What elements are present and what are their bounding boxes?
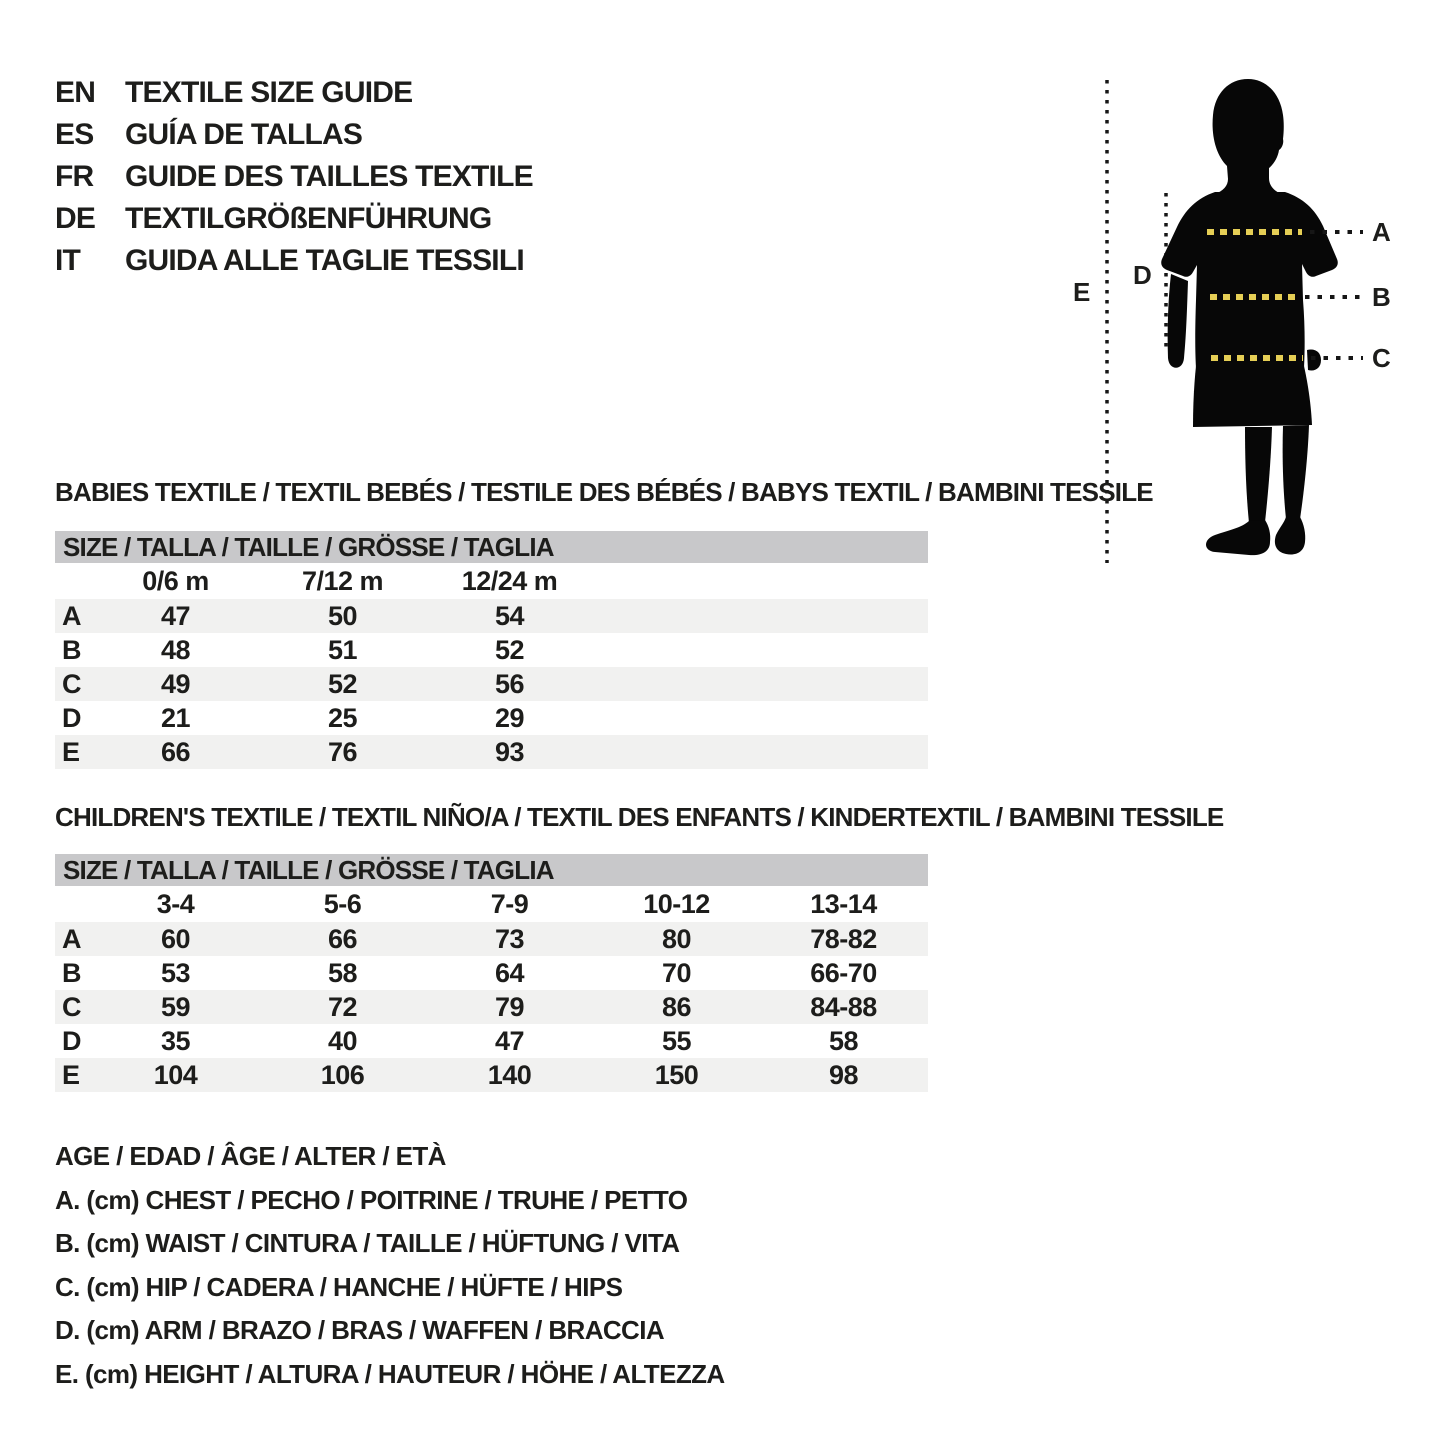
table-row-d	[55, 1024, 928, 1058]
legend-line-1: A. (cm) CHEST / PECHO / POITRINE / TRUHE / PETTO	[55, 1184, 688, 1215]
row-label: C	[62, 668, 81, 699]
language-code: EN	[55, 76, 96, 109]
table-row-e	[55, 1058, 928, 1092]
row-label: D	[62, 702, 81, 733]
legend-line-3: C. (cm) HIP / CADERA / HANCHE / HÜFTE / HIPS	[55, 1271, 623, 1302]
marker-label-b: B	[1372, 282, 1391, 312]
table-row-c	[55, 990, 928, 1024]
marker-label-d: D	[1133, 260, 1152, 290]
table-row-b	[55, 633, 928, 667]
table-row-d	[55, 701, 928, 735]
size-value: 52	[327, 668, 358, 699]
table-row-a	[55, 599, 928, 633]
size-value: 21	[160, 702, 191, 733]
guide-title: GUIDA ALLE TAGLIE TESSILI	[125, 244, 524, 277]
size-value: 66	[327, 923, 358, 954]
column-header: 5-6	[323, 888, 362, 919]
size-value: 50	[327, 600, 358, 631]
size-value: 48	[160, 634, 191, 665]
size-value: 53	[160, 957, 191, 988]
column-header: 10-12	[643, 888, 710, 919]
size-value: 93	[494, 736, 525, 767]
guide-title: TEXTILE SIZE GUIDE	[125, 76, 413, 109]
row-label: E	[62, 1059, 80, 1090]
size-value: 80	[661, 923, 692, 954]
measurement-legend	[55, 1135, 725, 1396]
size-value: 59	[160, 991, 191, 1022]
column-header: 7-9	[490, 888, 529, 919]
size-value: 79	[494, 991, 525, 1022]
size-value: 76	[327, 736, 358, 767]
table-row-b	[55, 956, 928, 990]
size-value: 84-88	[810, 991, 877, 1022]
size-value: 73	[494, 923, 525, 954]
size-value: 66	[160, 736, 191, 767]
language-code: FR	[55, 160, 94, 193]
size-value: 35	[160, 1025, 191, 1056]
size-value: 140	[487, 1059, 532, 1090]
size-value: 55	[661, 1025, 692, 1056]
children-size-table	[55, 854, 928, 1092]
language-row-es	[55, 114, 533, 156]
row-label: C	[62, 991, 81, 1022]
size-value: 64	[494, 957, 525, 988]
row-label: B	[62, 957, 81, 988]
size-value: 29	[494, 702, 525, 733]
child-silhouette	[1161, 79, 1338, 555]
column-header: 13-14	[810, 888, 877, 919]
table-row-e	[55, 735, 928, 769]
size-value: 49	[160, 668, 191, 699]
size-value: 56	[494, 668, 525, 699]
size-value: 60	[160, 923, 191, 954]
legend-line-0: AGE / EDAD / ÂGE / ALTER / ETÀ	[55, 1141, 446, 1171]
guide-title: GUÍA DE TALLAS	[125, 118, 363, 151]
child-silhouette-figure	[1045, 60, 1445, 590]
language-title-list	[55, 72, 533, 282]
size-value: 150	[654, 1059, 699, 1090]
language-row-it	[55, 240, 533, 282]
marker-label-a: A	[1372, 217, 1391, 247]
size-value: 25	[327, 702, 358, 733]
legend-line-2: B. (cm) WAIST / CINTURA / TAILLE / HÜFTUNG / VITA	[55, 1228, 680, 1258]
size-value: 47	[160, 600, 191, 631]
legend-line-4: D. (cm) ARM / BRAZO / BRAS / WAFFEN / BRACCIA	[55, 1315, 665, 1345]
size-header-bar: SIZE / TALLA / TAILLE / GRÖSSE / TAGLIA	[55, 854, 928, 886]
size-value: 106	[320, 1059, 365, 1090]
marker-label-e: E	[1073, 277, 1091, 307]
guide-title: TEXTILGRÖßENFÜHRUNG	[125, 202, 492, 235]
children-section-title: CHILDREN'S TEXTILE / TEXTIL NIÑO/A / TEXTIL DES ENFANTS / KINDERTEXTIL / BAMBINI TESSILE	[55, 802, 1224, 832]
size-value: 58	[327, 957, 358, 988]
row-label: A	[62, 600, 81, 631]
size-value: 52	[494, 634, 525, 665]
column-header: 12/24 m	[461, 565, 558, 596]
row-label: D	[62, 1025, 81, 1056]
table-row-c	[55, 667, 928, 701]
guide-title: GUIDE DES TAILLES TEXTILE	[125, 160, 533, 193]
table-body	[55, 922, 928, 1092]
size-value: 54	[494, 600, 525, 631]
table-body	[55, 599, 928, 769]
size-value: 78-82	[810, 923, 877, 954]
language-code: ES	[55, 118, 94, 151]
table-row-a	[55, 922, 928, 956]
size-value: 98	[828, 1059, 859, 1090]
size-value: 51	[327, 634, 358, 665]
size-value: 86	[661, 991, 692, 1022]
column-header-row	[55, 563, 928, 599]
size-value: 66-70	[810, 957, 877, 988]
marker-label-c: C	[1372, 343, 1391, 373]
language-row-en	[55, 72, 533, 114]
language-code: DE	[55, 202, 96, 235]
size-value: 72	[327, 991, 358, 1022]
size-value: 40	[327, 1025, 358, 1056]
row-label: E	[62, 736, 80, 767]
size-value: 47	[494, 1025, 525, 1056]
legend-line-5: E. (cm) HEIGHT / ALTURA / HAUTEUR / HÖHE / ALTEZZA	[55, 1358, 725, 1389]
column-header-row	[55, 886, 928, 922]
size-value: 70	[661, 957, 692, 988]
row-label: A	[62, 923, 81, 954]
column-header: 3-4	[156, 888, 195, 919]
row-label: B	[62, 634, 81, 665]
language-code: IT	[55, 244, 81, 277]
size-header-bar: SIZE / TALLA / TAILLE / GRÖSSE / TAGLIA	[55, 531, 928, 563]
babies-section-title: BABIES TEXTILE / TEXTIL BEBÉS / TESTILE DES BÉBÉS / BABYS TEXTIL / BAMBINI TESSILE	[55, 477, 1153, 507]
column-header: 7/12 m	[301, 565, 384, 596]
column-header: 0/6 m	[142, 565, 209, 596]
size-value: 104	[153, 1059, 198, 1090]
language-row-de	[55, 198, 533, 240]
babies-size-table	[55, 531, 928, 769]
size-value: 58	[828, 1025, 859, 1056]
language-row-fr	[55, 156, 533, 198]
